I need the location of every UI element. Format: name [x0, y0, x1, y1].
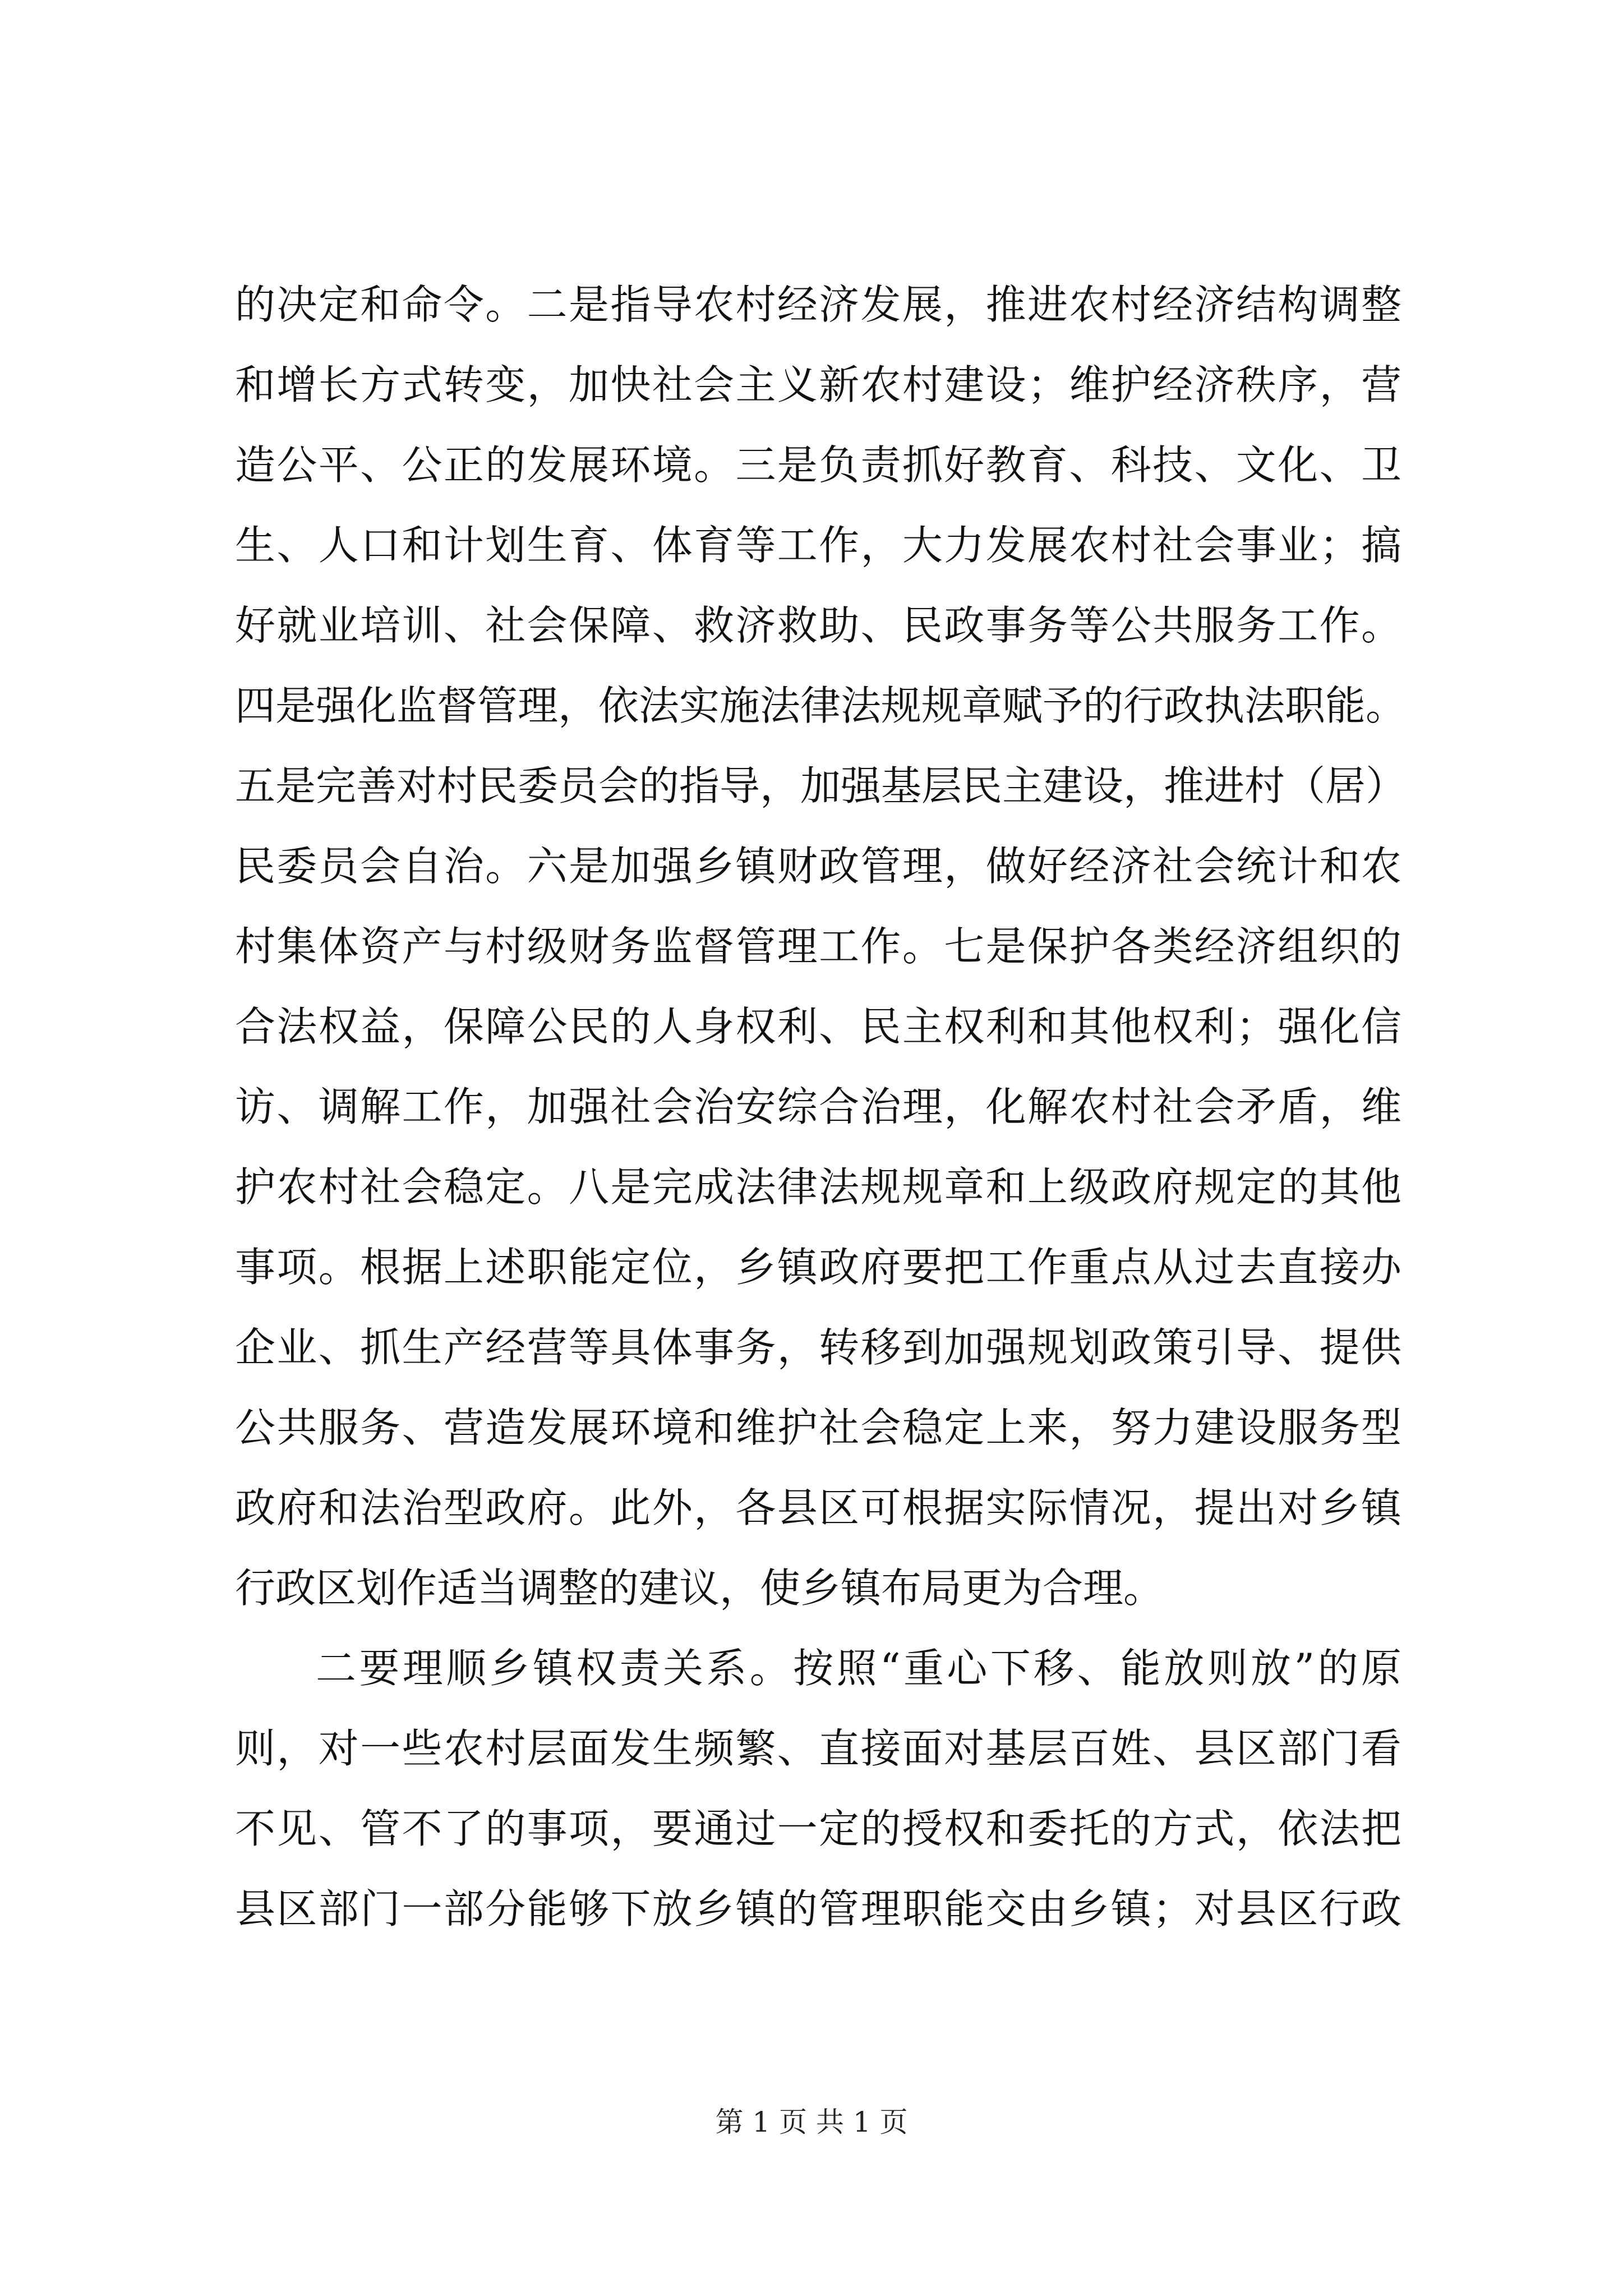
text-line: 事项。根据上述职能定位，乡镇政府要把工作重点从过去直接办: [235, 1244, 1401, 1291]
text-line: 企业、抓生产经营等具体事务，转移到加强规划政策引导、提供: [235, 1324, 1401, 1371]
text-line: 访、调解工作，加强社会治安综合治理，化解农村社会矛盾，维: [235, 1083, 1401, 1130]
text-line: 不见、管不了的事项，要通过一定的授权和委托的方式，依法把: [235, 1805, 1401, 1852]
text-line: 村集体资产与村级财务监督管理工作。七是保护各类经济组织的: [235, 923, 1401, 970]
text-line: 的决定和命令。二是指导农村经济发展，推进农村经济结构调整: [235, 281, 1401, 328]
text-line: 生、人口和计划生育、体育等工作，大力发展农村社会事业；搞: [235, 522, 1401, 569]
text-line: 政府和法治型政府。此外，各县区可根据实际情况，提出对乡镇: [235, 1484, 1401, 1531]
text-line: 民委员会自治。六是加强乡镇财政管理，做好经济社会统计和农: [235, 843, 1401, 890]
text-line: 公共服务、营造发展环境和维护社会稳定上来，努力建设服务型: [235, 1404, 1401, 1451]
text-line: 行政区划作适当调整的建议，使乡镇布局更为合理。: [235, 1565, 1164, 1612]
text-line: 县区部门一部分能够下放乡镇的管理职能交由乡镇；对县区行政: [235, 1885, 1401, 1932]
text-line: 五是完善对村民委员会的指导，加强基层民主建设，推进村（居）: [235, 762, 1407, 809]
text-line: 四是强化监督管理，依法实施法律法规规章赋予的行政执法职能。: [235, 682, 1407, 729]
text-line: 和增长方式转变，加快社会主义新农村建设；维护经济秩序，营: [235, 361, 1401, 408]
text-line: 则，对一些农村层面发生频繁、直接面对基层百姓、县区部门看: [235, 1725, 1401, 1772]
text-line: 造公平、公正的发展环境。三是负责抓好教育、科技、文化、卫: [235, 441, 1401, 489]
page-footer: 第 1 页 共 1 页: [715, 2106, 908, 2138]
body-text: [235, 265, 1407, 1949]
paragraph-first-line: 二要理顺乡镇权责关系。按照“重心下移、能放则放”的原: [316, 1645, 1401, 1692]
text-line: 好就业培训、社会保障、救济救助、民政事务等公共服务工作。: [235, 602, 1401, 649]
text-line: 合法权益，保障公民的人身权利、民主权利和其他权利；强化信: [235, 1003, 1401, 1050]
text-line: 护农村社会稳定。八是完成法律法规规章和上级政府规定的其他: [235, 1163, 1401, 1211]
